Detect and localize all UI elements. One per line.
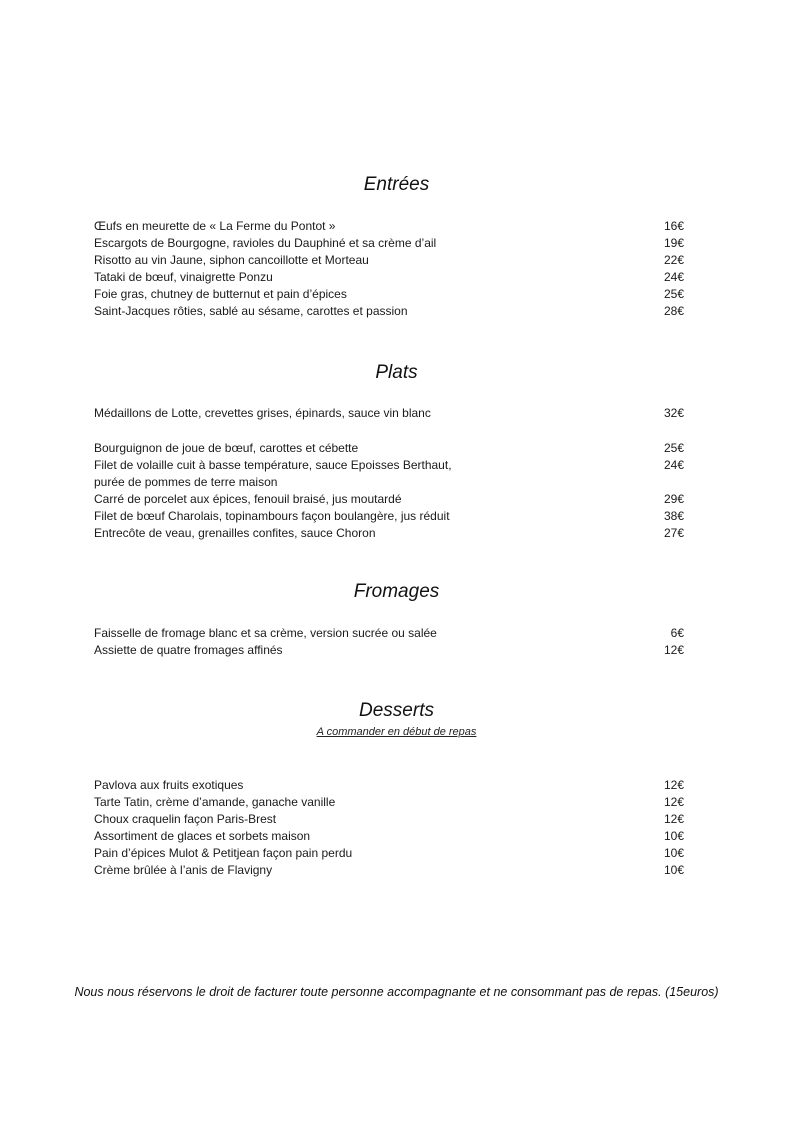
- item-price: 19€: [663, 236, 684, 250]
- menu-item: [94, 218, 684, 235]
- menu-item: [94, 845, 684, 862]
- item-name: Choux craquelin façon Paris-Brest: [94, 812, 277, 826]
- menu-item: [94, 508, 684, 525]
- section-title-desserts: Desserts: [359, 700, 434, 721]
- menu-item: [94, 252, 684, 269]
- menu-item: [94, 235, 684, 252]
- item-price: 25€: [663, 441, 684, 455]
- item-price: 6€: [670, 626, 684, 640]
- item-price: 27€: [663, 526, 684, 540]
- item-price: 10€: [663, 846, 684, 860]
- item-name: Saint-Jacques rôties, sablé au sésame, carottes et passion: [94, 304, 408, 318]
- item-price: 22€: [663, 253, 684, 267]
- footer-note: Nous nous réservons le droit de facturer toute personne accompagnante et ne consommant pas de repas. (15euros): [74, 985, 719, 999]
- menu-item: [94, 862, 684, 879]
- section-title-fromages: Fromages: [353, 581, 440, 602]
- menu-item: [94, 303, 684, 320]
- menu-item: [94, 286, 684, 303]
- item-name: Risotto au vin Jaune, siphon cancoillotte et Morteau: [94, 253, 369, 267]
- entrees-list: [94, 218, 684, 320]
- menu-item: [94, 491, 684, 508]
- item-price: 12€: [663, 778, 684, 792]
- item-price: 10€: [663, 829, 684, 843]
- desserts-list: [94, 777, 684, 879]
- item-name: Médaillons de Lotte, crevettes grises, épinards, sauce vin blanc: [94, 406, 431, 420]
- item-price: 12€: [663, 812, 684, 826]
- item-name: Tataki de bœuf, vinaigrette Ponzu: [94, 270, 273, 284]
- item-name: Assiette de quatre fromages affinés: [94, 643, 283, 657]
- item-name: Filet de bœuf Charolais, topinambours façon boulangère, jus réduit: [94, 509, 450, 523]
- menu-item: [94, 642, 684, 659]
- section-title-plats: Plats: [375, 362, 418, 383]
- menu-item: [94, 828, 684, 845]
- item-name: Bourguignon de joue de bœuf, carottes et cébette: [94, 441, 359, 455]
- item-price: 10€: [663, 863, 684, 877]
- menu-item: [94, 269, 684, 286]
- item-name: Filet de volaille cuit à basse température, sauce Epoisses Berthaut,: [94, 458, 452, 472]
- item-price: 25€: [663, 287, 684, 301]
- menu-item: [94, 440, 684, 457]
- menu-item: [94, 457, 684, 491]
- item-name: Œufs en meurette de « La Ferme du Pontot »: [94, 219, 336, 233]
- menu-item: [94, 794, 684, 811]
- item-price: 29€: [663, 492, 684, 506]
- menu-item: [94, 811, 684, 828]
- menu-item: [94, 777, 684, 794]
- plats-fish-list: [94, 405, 684, 422]
- item-name: Pavlova aux fruits exotiques: [94, 778, 244, 792]
- item-name-continued: purée de pommes de terre maison: [94, 475, 278, 489]
- item-name: Carré de porcelet aux épices, fenouil braisé, jus moutardé: [94, 492, 402, 506]
- item-price: 12€: [663, 643, 684, 657]
- item-price: 28€: [663, 304, 684, 318]
- item-price: 16€: [663, 219, 684, 233]
- item-name: Escargots de Bourgogne, ravioles du Dauphiné et sa crème d’ail: [94, 236, 437, 250]
- item-name: Foie gras, chutney de butternut et pain d’épices: [94, 287, 347, 301]
- menu-item: [94, 625, 684, 642]
- menu-item: [94, 525, 684, 542]
- item-price: 12€: [663, 795, 684, 809]
- plats-list: [94, 440, 684, 542]
- item-price: 32€: [663, 406, 684, 420]
- item-name: Entrecôte de veau, grenailles confites, sauce Choron: [94, 526, 376, 540]
- fromages-list: [94, 625, 684, 659]
- item-name: Faisselle de fromage blanc et sa crème, version sucrée ou salée: [94, 626, 437, 640]
- menu-item: [94, 405, 684, 422]
- item-price: 24€: [663, 458, 684, 472]
- item-name: Tarte Tatin, crème d’amande, ganache vanille: [94, 795, 336, 809]
- item-price: 24€: [663, 270, 684, 284]
- item-price: 38€: [663, 509, 684, 523]
- item-name: Pain d’épices Mulot & Petitjean façon pain perdu: [94, 846, 353, 860]
- item-name: Assortiment de glaces et sorbets maison: [94, 829, 311, 843]
- section-title-entrees: Entrées: [363, 174, 430, 195]
- item-name: Crème brûlée à l’anis de Flavigny: [94, 863, 273, 877]
- desserts-subtitle: A commander en début de repas: [316, 726, 477, 738]
